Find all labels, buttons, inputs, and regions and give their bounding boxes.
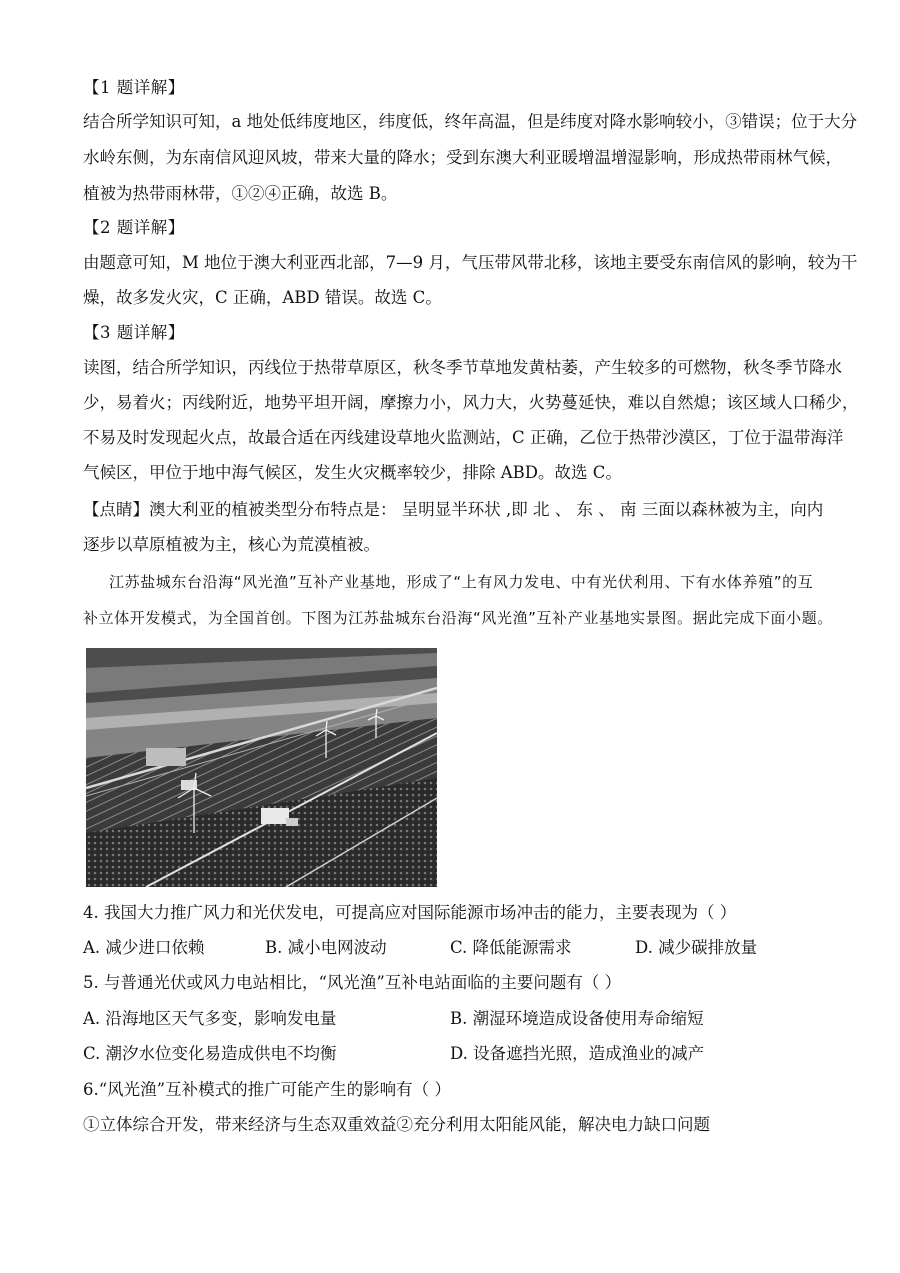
aerial-photo-wind-solar-fishery-base [86,648,437,887]
q2-explanation-line: 燥，故多发火灾，C 正确，ABD 错误。故选 C。 [83,288,442,307]
q4-option-d[interactable]: D. 减少碳排放量 [635,938,758,957]
q3-explanation-line: 少，易着火；丙线附近，地势平坦开阔，摩擦力小，风力大，火势蔓延快，难以自然熄；该区域人口稀少， [83,393,859,412]
q3-explanation-line: 不易及时发现起火点，故最合适在丙线建设草地火监测站，C 正确，乙位于热带沙漠区，丁位于温带海洋 [83,428,844,447]
passage-intro-line: 补立体开发模式，为全国首创。下图为江苏盐城东台沿海“风光渔”互补产业基地实景图。据此完成下面小题。 [83,609,833,627]
question-6-stem: 6.“风光渔”互补模式的推广可能产生的影响有（ ） [83,1080,451,1099]
q2-explanation-header: 【2 题详解】 [83,218,185,237]
q1-explanation-header: 【1 题详解】 [83,78,185,97]
question-5-stem: 5. 与普通光伏或风力电站相比，“风光渔”互补电站面临的主要问题有（ ） [83,973,622,992]
q5-option-a[interactable]: A. 沿海地区天气多变，影响发电量 [83,1009,337,1028]
q3-explanation-header: 【3 题详解】 [83,323,185,342]
q1-explanation-line: 水岭东侧，为东南信风迎风坡，带来大量的降水；受到东澳大利亚暖增温增湿影响，形成热带雨林气候， [83,148,842,167]
q3-explanation-line: 气候区，甲位于地中海气候区，发生火灾概率较少，排除 ABD。故选 C。 [83,463,622,482]
q5-option-d[interactable]: D. 设备遮挡光照，造成渔业的减产 [450,1044,705,1063]
q4-option-b[interactable]: B. 减小电网波动 [265,938,387,957]
q4-option-c[interactable]: C. 降低能源需求 [450,938,572,957]
tip-line: 【点睛】澳大利亚的植被类型分布特点是： 呈明显半环状 ,即 北 、 东 、 南 三面以森林被为主，向内 [83,500,824,519]
q4-option-a[interactable]: A. 减少进口依赖 [83,938,205,957]
question-4-stem: 4. 我国大力推广风力和光伏发电，可提高应对国际能源市场冲击的能力，主要表现为（ ） [83,903,737,922]
q5-option-b[interactable]: B. 潮湿环境造成设备使用寿命缩短 [450,1009,704,1028]
q2-explanation-line: 由题意可知，M 地位于澳大利亚西北部，7—9 月，气压带风带北移，该地主要受东南信风的影响，较为干 [83,253,858,272]
q6-statements-line: ①立体综合开发，带来经济与生态双重效益②充分利用太阳能风能，解决电力缺口问题 [83,1115,710,1134]
passage-intro-line: 江苏盐城东台沿海“风光渔”互补产业基地，形成了“上有风力发电、中有光伏利用、下有水体养殖”的互 [109,573,814,591]
q5-option-c[interactable]: C. 潮汐水位变化易造成供电不均衡 [83,1044,337,1063]
q1-explanation-line: 植被为热带雨林带，①②④正确，故选 B。 [83,184,398,203]
q1-explanation-line: 结合所学知识可知，a 地处低纬度地区，纬度低，终年高温，但是纬度对降水影响较小，③错误；位于大分 [83,112,858,131]
q3-explanation-line: 读图，结合所学知识，丙线位于热带草原区，秋冬季节草地发黄枯萎，产生较多的可燃物，秋冬季节降水 [83,358,842,377]
tip-line: 逐步以草原植被为主，核心为荒漠植被。 [83,535,380,554]
